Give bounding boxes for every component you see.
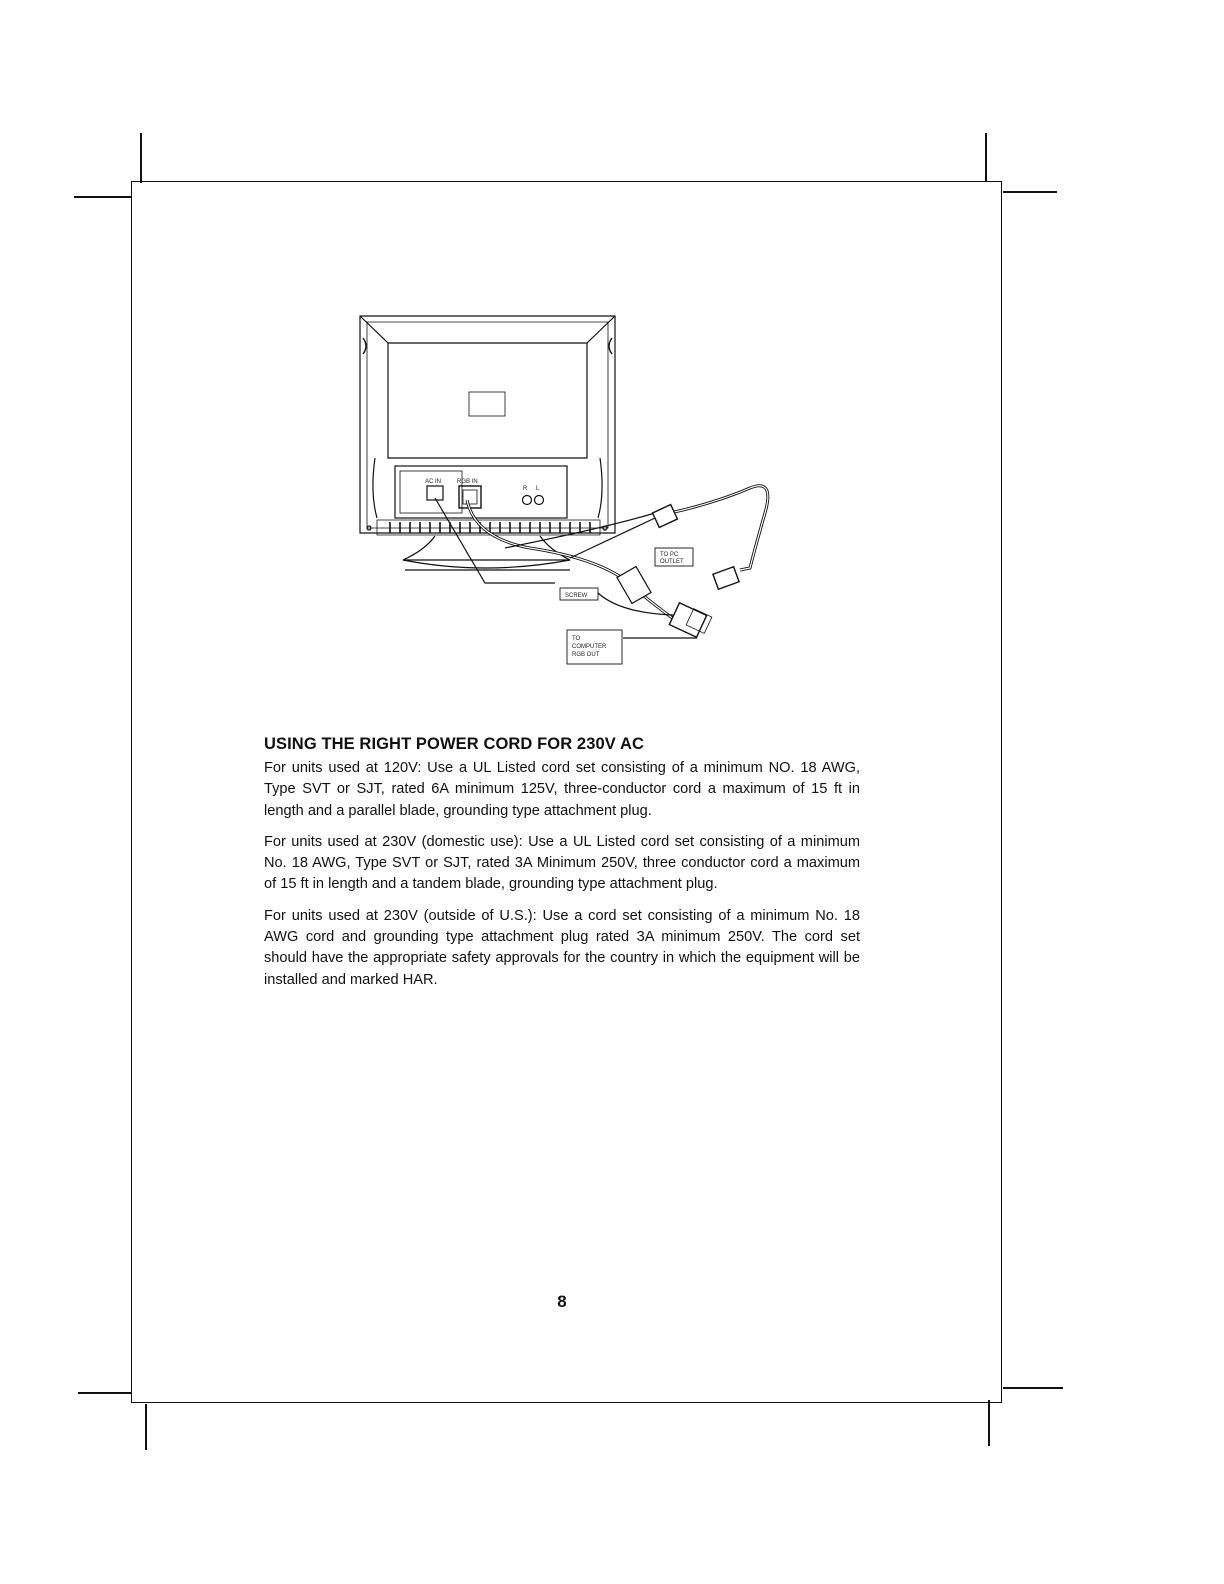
callout-to-computer-line2: COMPUTER <box>572 644 607 650</box>
crop-mark <box>145 1404 147 1450</box>
power-cord-section <box>264 735 860 1001</box>
callout-to-pc-line2: OUTLET <box>660 559 684 565</box>
crop-mark <box>78 1392 132 1394</box>
page-number: 8 <box>557 1292 567 1311</box>
callout-to-computer-line3: RGB OUT <box>572 652 600 658</box>
crop-mark <box>985 133 987 181</box>
callout-to-computer-line1: TO <box>572 636 581 642</box>
ac-in-label: AC IN <box>425 479 442 485</box>
right-audio-label: R <box>523 486 528 492</box>
crop-mark <box>74 196 132 198</box>
section-heading: USING THE RIGHT POWER CORD FOR 230V AC <box>264 735 644 753</box>
paragraph-120v: For units used at 120V: Use a UL Listed cord set consisting of a minimum NO. 18 AWG, Type SVT or SJT, rated 6A minimum 125V, three-conductor cord a maximum of 15 ft in length and a parallel blade, grounding type attachment plug. <box>264 760 860 819</box>
callout-to-pc-line1: TO PC <box>660 552 679 558</box>
monitor-connection-diagram <box>355 308 795 668</box>
left-audio-label: L <box>536 486 540 492</box>
crop-mark <box>1003 191 1057 193</box>
paragraph-230v-outside-us: For units used at 230V (outside of U.S.): Use a cord set consisting of a minimum No. 18 AWG cord and grounding type attachment plug rated 3A minimum 250V. The cord set should have the appropriate safety approvals for the country in which the equipment will be installed and marked HAR. <box>264 907 860 988</box>
crop-mark <box>140 133 142 183</box>
callout-screw: SCREW <box>565 593 588 599</box>
paragraph-230v-domestic: For units used at 230V (domestic use): Use a UL Listed cord set consisting of a minimum No. 18 AWG, Type SVT or SJT, rated 3A Minimum 250V, three conductor cord a maximum of 15 ft in length and a tandem blade, grounding type attachment plug. <box>264 833 860 893</box>
crop-mark <box>988 1400 990 1446</box>
crop-mark <box>1003 1387 1063 1389</box>
rgb-in-label: RGB IN <box>457 479 478 485</box>
